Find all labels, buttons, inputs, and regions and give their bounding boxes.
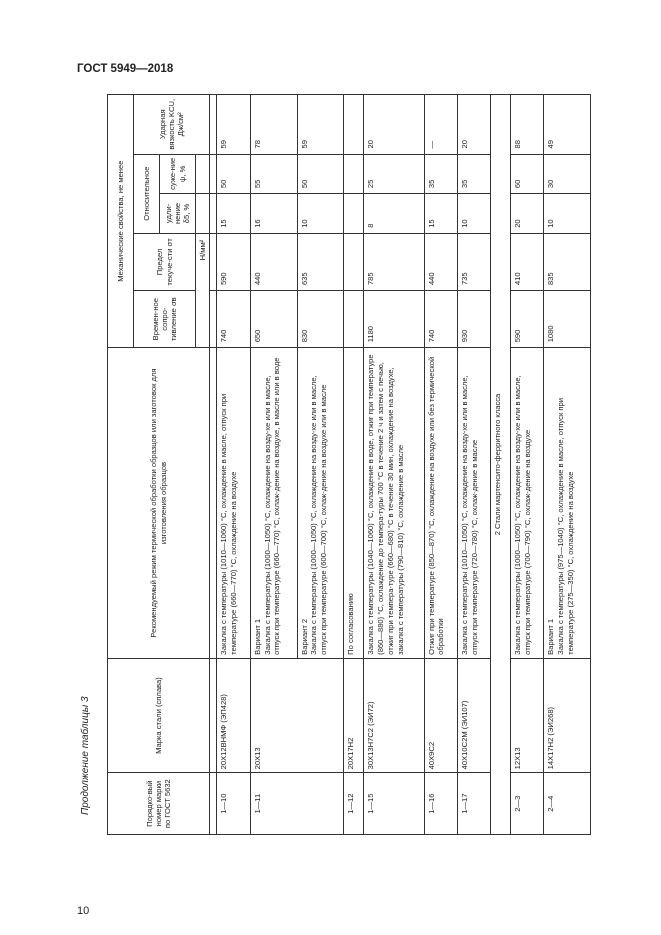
cell-yield: 440 [424, 233, 457, 290]
cell-narrowing: 35 [458, 154, 491, 194]
cell-impact: 59 [297, 95, 344, 155]
cell-grade: 12Х13 [510, 658, 543, 773]
header-elongation: удли-нение δ5, % [160, 194, 196, 234]
cell-impact: — [424, 95, 457, 155]
cell-regime: По согласованию [344, 348, 364, 659]
cell-elongation: 10 [544, 194, 591, 234]
cell-tensile: 1180 [364, 291, 424, 348]
cell-elongation: 15 [217, 194, 250, 234]
cell-narrowing: 60 [510, 154, 543, 194]
cell-impact: 78 [250, 95, 297, 155]
cell-elongation: 20 [510, 194, 543, 234]
cell-grade: 40Х10С2М (ЭИ107) [458, 658, 491, 773]
table-row [424, 95, 457, 835]
cell-regime: Закалка с температуры (1010—1060) °С, охлаждение в масле, отпуск при температуре (660—770) °С, охлаждение на воздухе [217, 348, 250, 659]
rotated-table-wrapper [107, 94, 591, 835]
cell-impact: 49 [544, 95, 591, 155]
cell-narrowing: 50 [297, 154, 344, 194]
table-row [458, 95, 491, 835]
table-row [217, 95, 250, 835]
cell-order-no: 1—11 [250, 773, 344, 835]
cell-yield: 440 [250, 233, 297, 290]
cell-tensile: 740 [424, 291, 457, 348]
cell-narrowing: 25 [364, 154, 424, 194]
header-grade: Марка стали (сплава) [108, 658, 210, 773]
header-narrowing: суже-ние ψ, % [160, 154, 196, 194]
cell-order-no: 2—3 [510, 773, 543, 835]
table-row [510, 95, 543, 835]
cell-elongation: 16 [250, 194, 297, 234]
cell-regime: Закалка с температуры (1040—1060) °С, охлаждение в воде, отжиг при температуре (860—880) °С, охлаждение до темпера-туры 700 °С в течение 2 ч и затем с печью, отжиг при темпера-туре (660—680) °С в течение 30 мин, охлаждение на воздухе, закалка с температуры (790—810) °С, охлаждение в масле [364, 348, 424, 659]
header-yield: Предел текуче-сти σт [134, 233, 196, 290]
cell-narrowing: 50 [217, 154, 250, 194]
cell-regime: Отжиг при температуре (850—870) °С, охлаждение на воздухе или без термической обработки [424, 348, 457, 659]
header-impact: Ударная вязкость KCU, Дж/см² [134, 95, 210, 155]
cell-narrowing: 30 [544, 154, 591, 194]
section-row [491, 95, 510, 835]
document-header: ГОСТ 5949—2018 [77, 63, 174, 75]
cell-tensile: 1080 [544, 291, 591, 348]
table-row [344, 95, 364, 835]
header-regime: Рекомендуемый режим термической обработки образцов или заготовок для изготовления образцов [108, 348, 210, 659]
table-row [544, 95, 591, 835]
cell-regime: Вариант 1 Закалка с температуры (975—1040) °С, охлаждение в масле, отпуск при температуре (275—350) °С, охлаждение на воздухе [544, 348, 591, 659]
cell-grade: 20Х12ВНМФ (ЭП428) [217, 658, 250, 773]
header-mechanical: Механические свойства, не менее [108, 95, 134, 348]
cell-regime: Закалка с температуры (1010—1050) °С, охлаждение на возду-хе или в масле, отпуск при температуре (720—780) °С, охлаж-дение в масле [458, 348, 491, 659]
properties-table [107, 94, 591, 835]
header-tensile: Времен-ное сопро-тивление σв [134, 291, 196, 348]
cell-narrowing: 55 [250, 154, 297, 194]
cell-grade: 20Х17Н2 [344, 658, 364, 773]
cell-order-no: 1—12 [344, 773, 364, 835]
header-relative: Относительное [134, 154, 160, 233]
cell-yield: 410 [510, 233, 543, 290]
cell-tensile: 590 [510, 291, 543, 348]
cell-impact: 59 [217, 95, 250, 155]
cell-yield: 590 [217, 233, 250, 290]
cell-grade: 40Х9С2 [424, 658, 457, 773]
cell-elongation: 10 [458, 194, 491, 234]
cell-tensile: 830 [297, 291, 344, 348]
cell-yield: 735 [458, 233, 491, 290]
header-empty-narrow [196, 154, 210, 194]
cell-impact: 20 [458, 95, 491, 155]
cell-yield: 835 [544, 233, 591, 290]
cell-impact [344, 95, 364, 155]
cell-regime: Закалка с температуры (1000—1050) °С, охлаждение на возду-хе или в масле, отпуск при температуре (700—790) °С, охлаж-дение на воздухе [510, 348, 543, 659]
cell-grade: 14Х17Н2 (ЭИ268) [544, 658, 591, 773]
cell-tensile: 930 [458, 291, 491, 348]
cell-elongation: 10 [297, 194, 344, 234]
cell-order-no: 1—16 [424, 773, 457, 835]
table-row [250, 95, 297, 835]
cell-tensile [344, 291, 364, 348]
cell-impact: 20 [364, 95, 424, 155]
table-row [364, 95, 424, 835]
cell-narrowing [344, 154, 364, 194]
header-empty-elong [196, 194, 210, 234]
header-spacer-row [210, 95, 217, 835]
cell-grade: 20Х13 [250, 658, 344, 773]
page-number: 10 [77, 905, 90, 917]
header-order-no: Порядко-вый номер марки по ГОСТ 5632 [108, 773, 210, 835]
cell-order-no: 1—15 [364, 773, 424, 835]
table-continuation-caption: Продолжение таблицы 3 [80, 696, 91, 815]
header-units: Н/мм² [196, 233, 210, 348]
cell-impact: 88 [510, 95, 543, 155]
cell-tensile: 650 [250, 291, 297, 348]
section-title: 2 Стали мартенсито-ферритного класса [491, 95, 510, 835]
cell-elongation: 8 [364, 194, 424, 234]
cell-grade: 30Х13Н7С2 (ЭИ72) [364, 658, 424, 773]
cell-order-no: 2—4 [544, 773, 591, 835]
cell-order-no: 1—17 [458, 773, 491, 835]
cell-elongation [344, 194, 364, 234]
cell-regime: Вариант 2 Закалка с температуры (1000—1050) °С, охлаждение на возду-хе или в масле, отпуск при температуре (600—700) °С, охлаж-дение на воздухе или в масле [297, 348, 344, 659]
cell-narrowing: 35 [424, 154, 457, 194]
cell-regime: Вариант 1 Закалка с температуры (1000—1050) °С, охлаждение на возду-хе или в масле, отпуск при температуре (660—770) °С, охлаж-дение на воздухе, в масле или в воде [250, 348, 297, 659]
cell-yield: 785 [364, 233, 424, 290]
cell-elongation: 15 [424, 194, 457, 234]
cell-order-no: 1—10 [217, 773, 250, 835]
cell-yield: 635 [297, 233, 344, 290]
cell-tensile: 740 [217, 291, 250, 348]
cell-yield [344, 233, 364, 290]
